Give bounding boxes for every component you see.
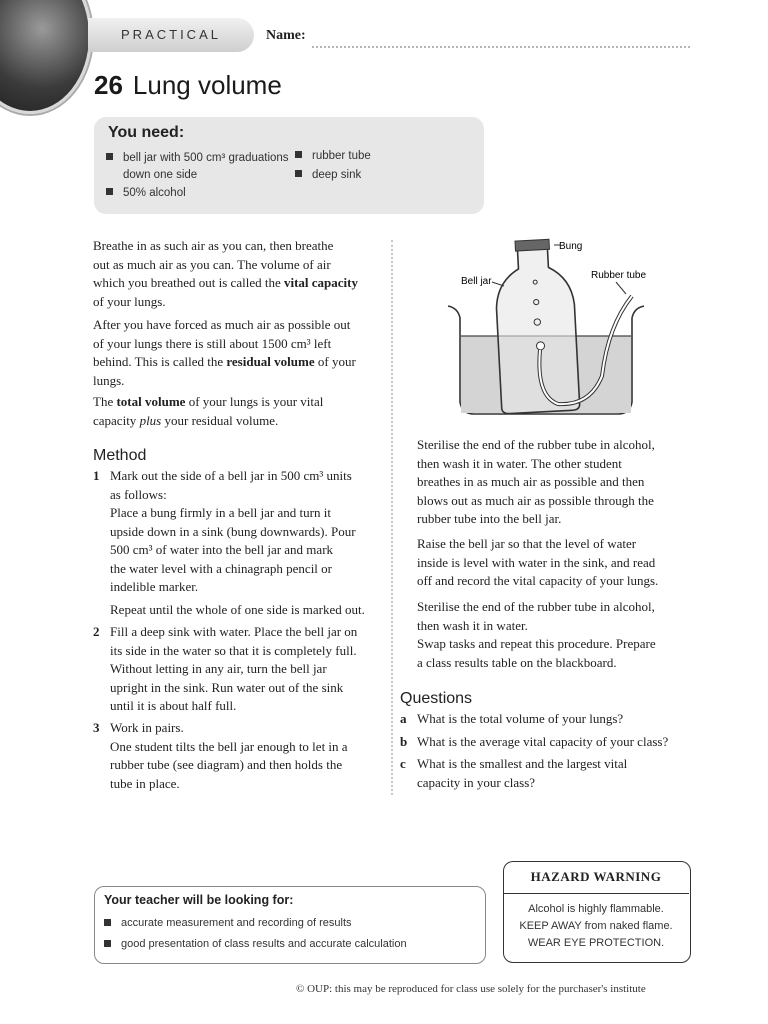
step-1-text: Mark out the side of a bell jar in 500 cm³ units as follows: Place a bung firmly in a bell jar and turn it upside down in a sink (bung downwards). Pour 500 cm³ of water into the bell jar and mark the water level with a chinagraph pencil or indelible marker. Repeat until the whole of one side is marked out.: [110, 468, 365, 617]
question-a-letter: a: [400, 711, 407, 726]
teacher-box-title: Your teacher will be looking for:: [104, 893, 294, 907]
label-bell-jar: Bell jar: [461, 276, 492, 287]
practical-tab: PRACTICAL: [88, 18, 254, 52]
bullet-icon: [104, 940, 111, 947]
hazard-warning-title: HAZARD WARNING: [503, 861, 689, 894]
bullet-icon: [106, 188, 113, 195]
label-bung: Bung: [559, 241, 583, 252]
need-item-cont: down one side: [123, 169, 198, 181]
page-title: [94, 70, 282, 101]
questions-heading: Questions: [400, 690, 473, 707]
question-c-letter: c: [400, 756, 406, 771]
right-paragraph-2: Raise the bell jar so that the level of water inside is level with water in the sink, and read off and record the vital capacity of your lungs.: [417, 536, 659, 588]
teacher-item: good presentation of class results and accurate calculation: [104, 938, 407, 950]
bung: [515, 239, 549, 251]
intro-paragraph-2: After you have forced as much air as possible out of your lungs there is still about 1500 cm³ left behind. This is called the residual volume of your lungs.: [93, 317, 356, 388]
practical-number: 26: [94, 70, 123, 100]
teacher-item: accurate measurement and recording of results: [104, 917, 352, 929]
step-2-text: Fill a deep sink with water. Place the bell jar on its side in the water so that it is completely full. Without letting in any air, turn the bell jar upright in the sink. Run water out of the sink until it is about half full.: [110, 624, 358, 713]
hazard-line: WEAR EYE PROTECTION.: [527, 937, 665, 949]
right-paragraph-1: Sterilise the end of the rubber tube in alcohol, then wash it in water. The other student breathes in as much air as possible and then blows out as much air as possible through the rubber tube into the bell jar.: [417, 437, 655, 526]
question-c: What is the smallest and the largest vital capacity in your class?: [417, 756, 628, 790]
need-item: deep sink: [295, 166, 361, 184]
question-b: What is the average vital capacity of your class?: [417, 734, 669, 749]
you-need-title: You need:: [108, 124, 185, 141]
title-text: Lung volume: [132, 70, 282, 100]
need-item: rubber tube: [295, 147, 371, 165]
bubble: [536, 342, 544, 350]
question-a: What is the total volume of your lungs?: [417, 711, 624, 726]
leader-rubber-tube: [616, 282, 626, 294]
name-label: Name:: [266, 28, 306, 43]
right-paragraph-3: Sterilise the end of the rubber tube in alcohol, then wash it in water. Swap tasks and repeat this procedure. Prepare a class results table on the blackboard.: [417, 599, 656, 670]
question-b-letter: b: [400, 734, 408, 749]
intro-paragraph-1: Breathe in as such air as you can, then breathe out as much air as you can. The volume of air which you breathed out is called the vital capacity of your lungs.: [93, 238, 358, 309]
bullet-icon: [295, 170, 302, 177]
bullet-icon: [106, 153, 113, 160]
column-divider: [391, 240, 393, 795]
step-3-text: Work in pairs. One student tilts the bell jar enough to let in a rubber tube (see diagram) and then holds the tube in place.: [110, 720, 348, 791]
bell-jar: [493, 238, 583, 414]
step-3-number: 3: [93, 720, 100, 735]
bell-jar-diagram: [440, 236, 700, 422]
intro-paragraph-3: The total volume of your lungs is your vital capacity plus your residual volume.: [93, 394, 324, 428]
hazard-line: KEEP AWAY from naked flame.: [519, 920, 673, 932]
bullet-icon: [295, 151, 302, 158]
hazard-line: Alcohol is highly flammable.: [528, 903, 664, 915]
step-1-number: 1: [93, 468, 100, 483]
name-field-line[interactable]: [312, 46, 690, 48]
label-rubber-tube: Rubber tube: [591, 270, 647, 281]
copyright-footer: © OUP: this may be reproduced for class use solely for the purchaser's institute: [296, 983, 646, 995]
header-photo: [0, 0, 92, 114]
bullet-icon: [104, 919, 111, 926]
method-heading: Method: [93, 447, 147, 464]
need-item: bell jar with 500 cm³ graduations: [106, 149, 289, 167]
step-2-number: 2: [93, 624, 100, 639]
need-item: 50% alcohol: [106, 184, 186, 202]
